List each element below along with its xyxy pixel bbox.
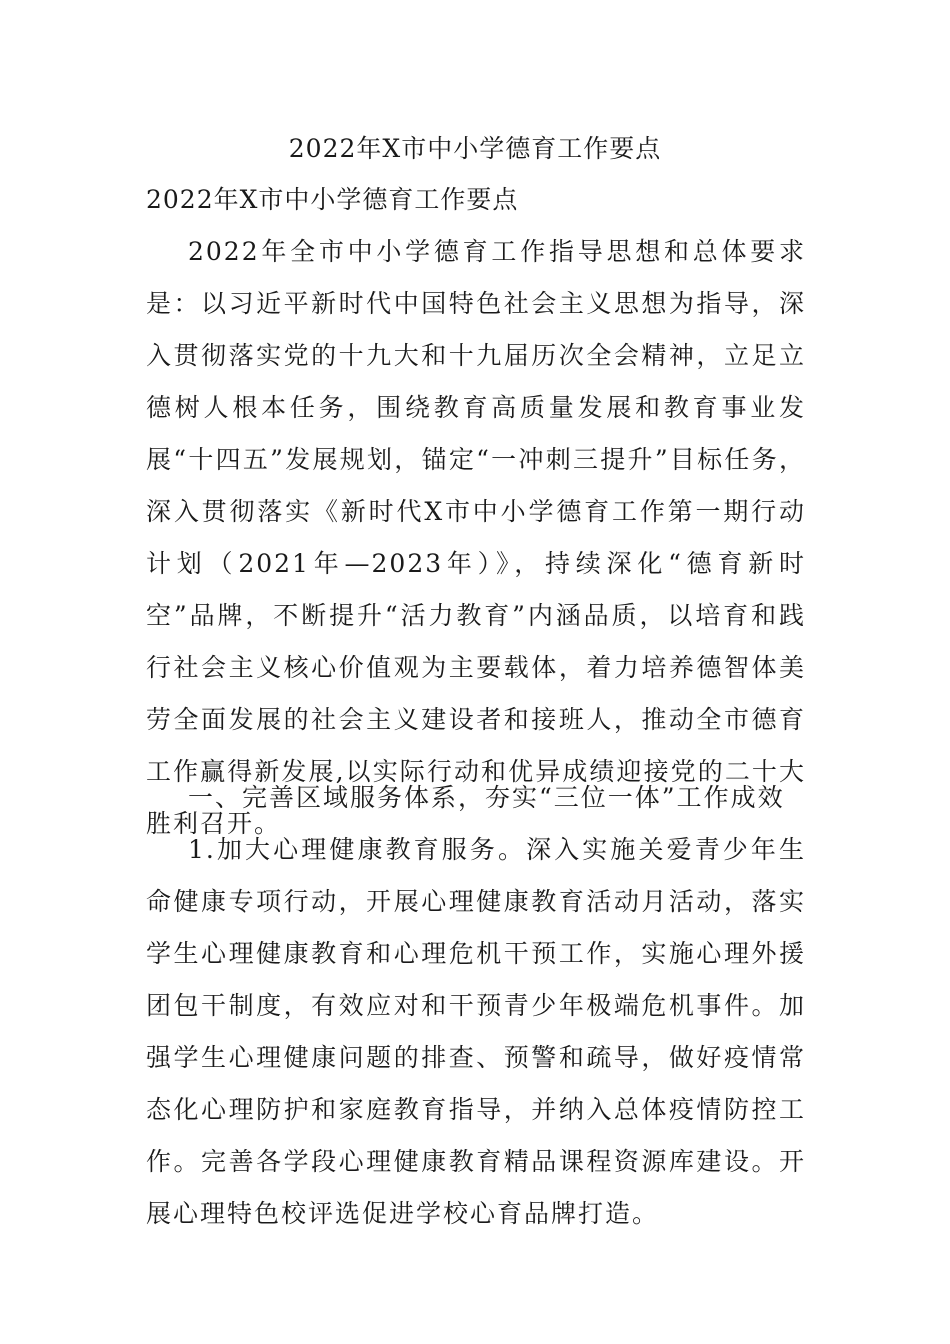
item-1-paragraph: 1.加大心理健康教育服务。深入实施关爱青少年生命健康专项行动，开展心理健康教育活动月活动，落实学生心理健康教育和心理危机干预工作，实施心理外援团包干制度，有效应对和干预青少年极端危机事件。加强学生心理健康问题的排查、预警和疏导，做好疫情常态化心理防护和家庭教育指导，并纳入总体疫情防控工作。完善各学段心理健康教育精品课程资源库建设。开展心理特色校评选促进学校心育品牌打造。 (146, 835, 806, 1228)
document-subtitle: 2022年X市中小学德育工作要点 (146, 185, 519, 214)
section-heading: 一、完善区域服务体系，夯实“三位一体”工作成效 (188, 783, 785, 812)
document-title: 2022年X市中小学德育工作要点 (288, 134, 662, 163)
intro-paragraph: 2022年全市中小学德育工作指导思想和总体要求是：以习近平新时代中国特色社会主义思想为指导，深入贯彻落实党的十九大和十九届历次全会精神，立足立德树人根本任务，围绕教育高质量发展和教育事业发展“十四五”发展规划，锚定“一冲刺三提升”目标任务，深入贯彻落实《新时代X市中小学德育工作第一期行动计划（2021年—2023年）》，持续深化“德育新时空”品牌，不断提升“活力教育”内涵品质，以培育和践行社会主义核心价值观为主要载体，着力培养德智体美劳全面发展的社会主义建设者和接班人，推动全市德育工作赢得新发展,以实际行动和优异成绩迎接党的二十大胜利召开。 (146, 237, 806, 838)
